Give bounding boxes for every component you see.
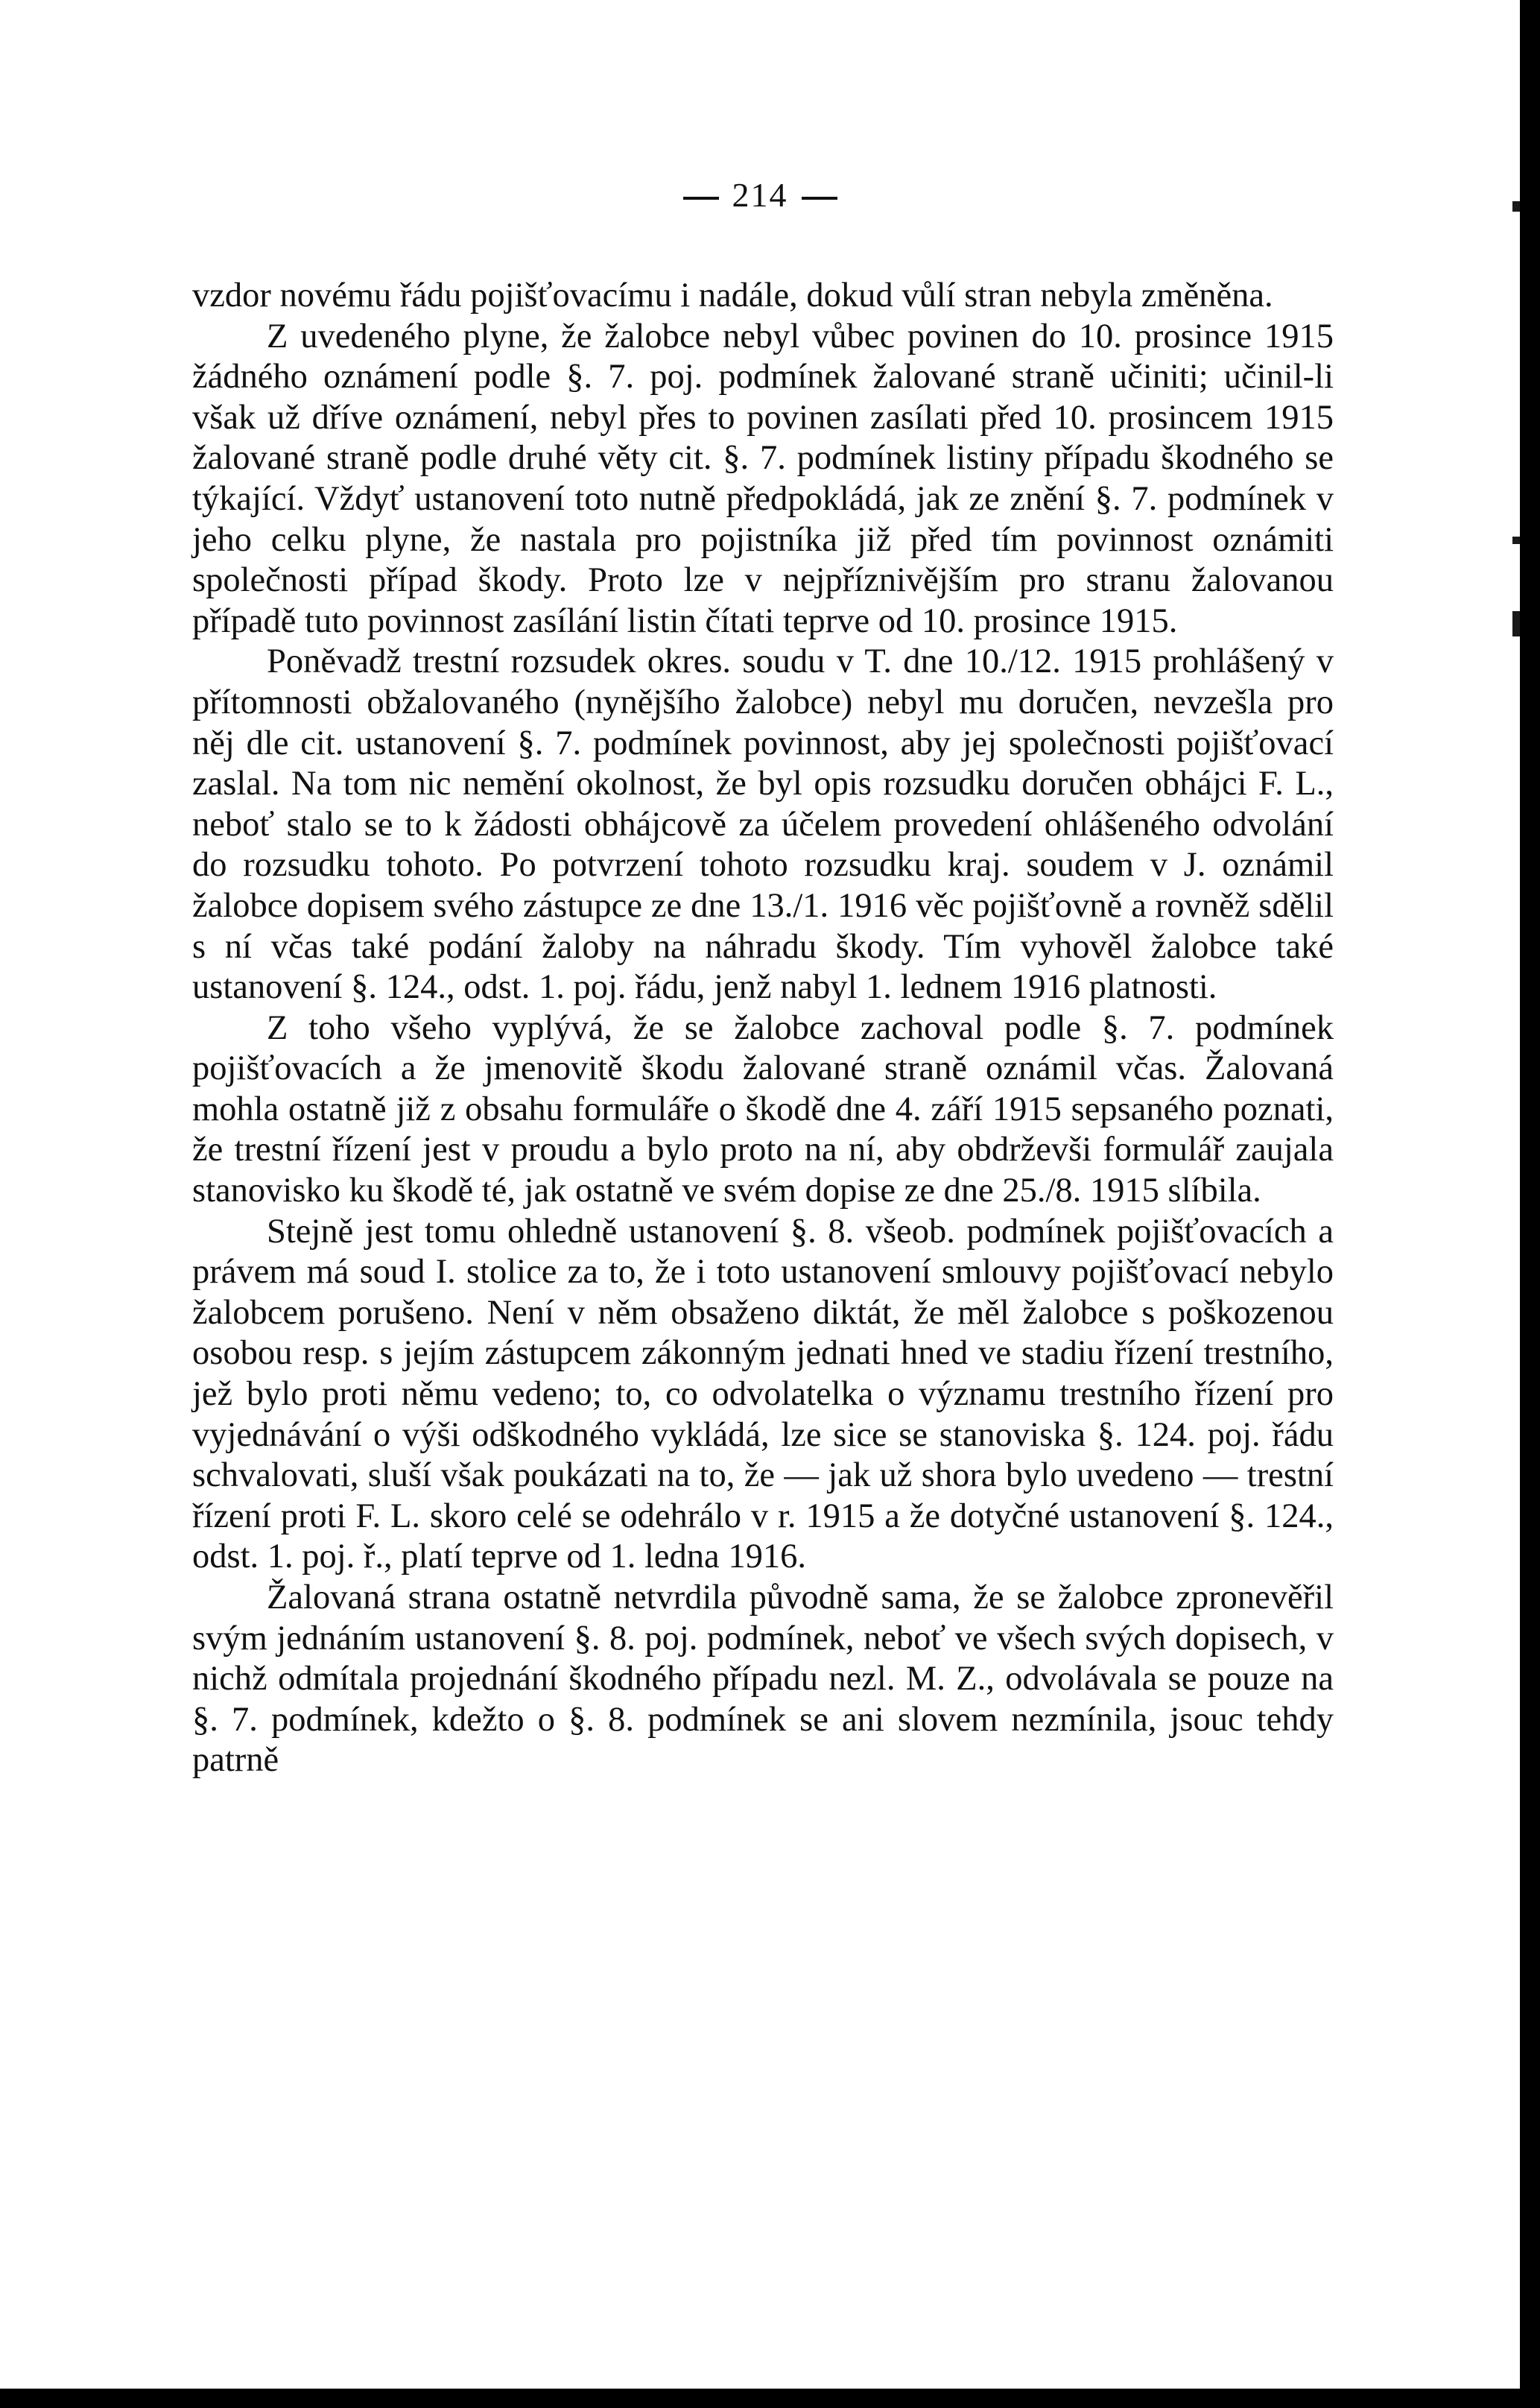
scan-edge-mark (1512, 201, 1520, 212)
paragraph: Žalovaná strana ostatně netvrdila původně sama, že se žalobce zpronevěřil svým jednáním ustanovení §. 8. poj. podmínek, neboť ve všech svých dopisech, v nichž odmítala projednání škodného případu nezl. M. Z., odvolávala se pouze na §. 7. podmínek, kdežto o §. 8. podmínek se ani slovem nezmínila, jsouc tehdy patrně (192, 1579, 1334, 1780)
page-number: 214 (732, 176, 788, 214)
paragraph: Stejně jest tomu ohledně ustanovení §. 8. všeob. podmínek pojišťovacích a právem má soud I. stolice za to, že i toto ustanovení smlouvy pojišťovací nebylo žalobcem porušeno. Není v něm obsaženo diktát, že měl žalobce s poškozenou osobou resp. s jejím zástupcem zákonným jednati hned ve stadiu řízení trestního, jež bylo proti němu vedeno; to, co odvolatelka o významu trestního řízení pro vyjednávání o výši odškodného vykládá, lze sice se stanoviska §. 124. poj. řádu schvalovati, sluší však poukázati na to, že — jak už shora bylo uvedeno — trestní řízení proti F. L. skoro celé se odehrálo v r. 1915 a že dotyčné ustanovení §. 124., odst. 1. poj. ř., platí teprve od 1. ledna 1916. (192, 1212, 1334, 1576)
paragraph: Poněvadž trestní rozsudek okres. soudu v T. dne 10./12. 1915 prohlášený v přítomnosti obžalovaného (nynějšího žalobce) nebyl mu doručen, nevzešla pro něj dle cit. ustanovení §. 7. podmínek povinnost, aby jej společnosti pojišťovací zaslal. Na tom nic nemění okolnost, že byl opis rozsudku doručen obhájci F. L., neboť stalo se to k žádosti obhájcově za účelem provedení ohlášeného odvolání do rozsudku tohoto. Po potvrzení tohoto rozsudku kraj. soudem v J. oznámil žalobce dopisem svého zástupce ze dne 13./1. 1916 věc pojišťovně a rovněž sdělil s ní včas také podání žaloby na náhradu škody. Tím vyhověl žalobce také ustanovení §. 124., odst. 1. poj. řádu, jenž nabyl 1. lednem 1916 platnosti. (192, 642, 1334, 1007)
paragraph: Z toho všeho vyplývá, že se žalobce zachoval podle §. 7. podmínek pojišťovacích a že jmenovitě škodu žalované straně oznámil včas. Žalovaná mohla ostatně již z obsahu formuláře o škodě dne 4. září 1915 sepsaného poznati, že trestní řízení jest v proudu a bylo proto na ní, aby obdrževši formulář zaujala stanovisko ku škodě té, jak ostatně ve svém dopise ze dne 25./8. 1915 slíbila. (192, 1008, 1334, 1210)
left-dash (683, 197, 719, 200)
paragraph-continued: vzdor novému řádu pojišťovacímu i nadále, dokud vůlí stran nebyla změněna. (192, 276, 1273, 315)
page-number-header (0, 175, 1520, 215)
body-text (192, 276, 1334, 1781)
paragraph: Z uvedeného plyne, že žalobce nebyl vůbec povinen do 10. prosince 1915 žádného oznámení podle §. 7. poj. podmínek žalované straně učiniti; učinil-li však už dříve oznámení, nebyl přes to povinen zasílati před 10. prosincem 1915 žalované straně podle druhé věty cit. §. 7. podmínek listiny případu škodného se týkající. Vždyť ustanovení toto nutně předpokládá, jak ze znění §. 7. podmínek v jeho celku plyne, že nastala pro pojistníka již před tím povinnost oznámiti společnosti případ škody. Proto lze v nejpříznivějším pro stranu žalovanou případě tuto povinnost zasílání listin čítati teprve od 10. prosince 1915. (192, 317, 1334, 640)
scan-edge-mark (1512, 611, 1520, 636)
right-dash (802, 197, 837, 200)
scan-edge-mark (1512, 537, 1520, 544)
